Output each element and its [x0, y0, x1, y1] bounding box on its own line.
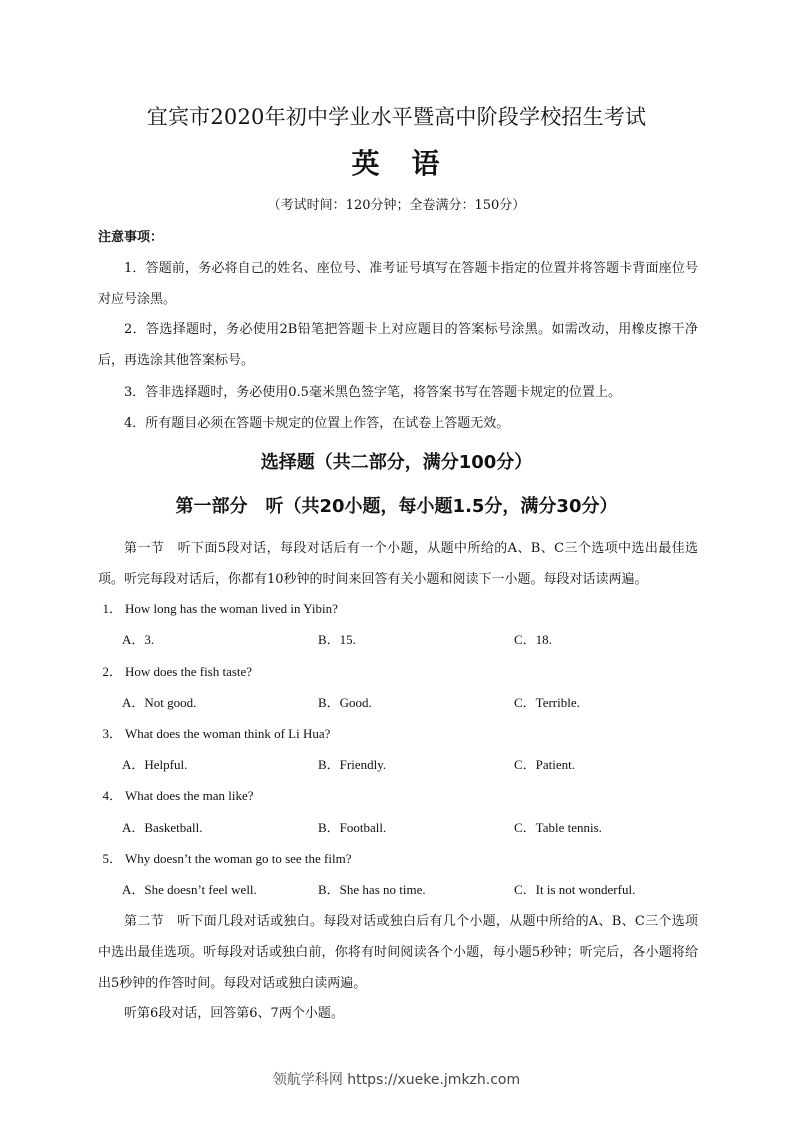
question-number: 5．	[102, 851, 122, 866]
question-5	[100, 849, 351, 869]
notice-item-1: 1．答题前，务必将自己的姓名、座位号、准考证号填写在答题卡指定的位置并将答题卡背面座位号对应号涂黑。	[98, 261, 698, 307]
question-1	[100, 599, 338, 619]
notice-heading: 注意事项：	[98, 230, 164, 245]
question-4-option-c: C．Table tennis.	[514, 820, 602, 835]
question-3	[100, 724, 330, 744]
question-1-option-b: B．15.	[318, 632, 356, 647]
question-text: Why doesn’t the woman go to see the film?	[125, 851, 352, 866]
question-number: 2．	[102, 664, 122, 679]
subsection2-intro: 第二节 听下面几段对话或独白。每段对话或独白后有几个小题，从题中所给的A、B、C三个选项中选出最佳选项。听每段对话或独白前，你将有时间阅读各个小题，每小题5秒钟；听完后，各小题将给出5秒钟的作答时间。每段对话或独白读两遍。	[98, 914, 698, 991]
question-number: 1．	[102, 601, 122, 616]
question-3-option-b: B．Friendly.	[318, 757, 387, 772]
notice-item-2: 2．答选择题时，务必使用2B铅笔把答题卡上对应题目的答案标号涂黑。如需改动，用橡皮擦干净后，再选涂其他答案标号。	[98, 322, 698, 368]
question-3-option-c: C．Patient.	[514, 757, 576, 772]
dialog6-note: 听第6段对话，回答第6、7两个小题。	[124, 1006, 344, 1021]
subsection1-intro: 第一节 听下面5段对话，每段对话后有一个小题，从题中所给的A、B、C三个选项中选出最佳选项。听完每段对话后，你都有10秒钟的时间来回答有关小题和阅读下一小题。每段对话读两遍。	[98, 541, 698, 587]
question-number: 4．	[102, 788, 122, 803]
exam-title: 宜宾市2020年初中学业水平暨高中阶段学校招生考试	[146, 105, 647, 129]
exam-info: （考试时间：120分钟；全卷满分：150分）	[267, 198, 526, 213]
question-5-option-c: C．It is not wonderful.	[514, 882, 636, 897]
question-1-option-a: A．3.	[122, 632, 155, 647]
question-5-option-b: B．She has no time.	[318, 882, 426, 897]
section-heading: 选择题（共二部分，满分100分）	[260, 452, 533, 473]
notice-item-4: 4．所有题目必须在答题卡规定的位置上作答，在试卷上答题无效。	[124, 416, 510, 431]
subject-title: 英 语	[351, 147, 442, 180]
question-4-option-b: B．Football.	[318, 820, 387, 835]
question-4-option-a: A．Basketball.	[122, 820, 203, 835]
footer-watermark: 领航学科网 https://xueke.jmkzh.com	[272, 1072, 521, 1088]
question-1-option-c: C．18.	[514, 632, 552, 647]
question-2-option-b: B．Good.	[318, 695, 372, 710]
notice-item-3: 3．答非选择题时，务必使用0.5毫米黑色签字笔，将答案书写在答题卡规定的位置上。	[124, 385, 621, 400]
question-text: What does the woman think of Li Hua?	[125, 726, 331, 741]
question-text: How long has the woman lived in Yibin?	[125, 601, 338, 616]
question-2-option-c: C．Terrible.	[514, 695, 580, 710]
question-5-option-a: A．She doesn’t feel well.	[122, 882, 257, 897]
question-3-option-a: A．Helpful.	[122, 757, 188, 772]
question-number: 3．	[102, 726, 122, 741]
question-2-option-a: A．Not good.	[122, 695, 197, 710]
question-text: How does the fish taste?	[125, 664, 253, 679]
question-text: What does the man like?	[125, 788, 254, 803]
question-2	[100, 662, 252, 682]
part1-heading: 第一部分 听（共20小题，每小题1.5分，满分30分）	[175, 496, 618, 517]
question-4	[100, 786, 254, 806]
